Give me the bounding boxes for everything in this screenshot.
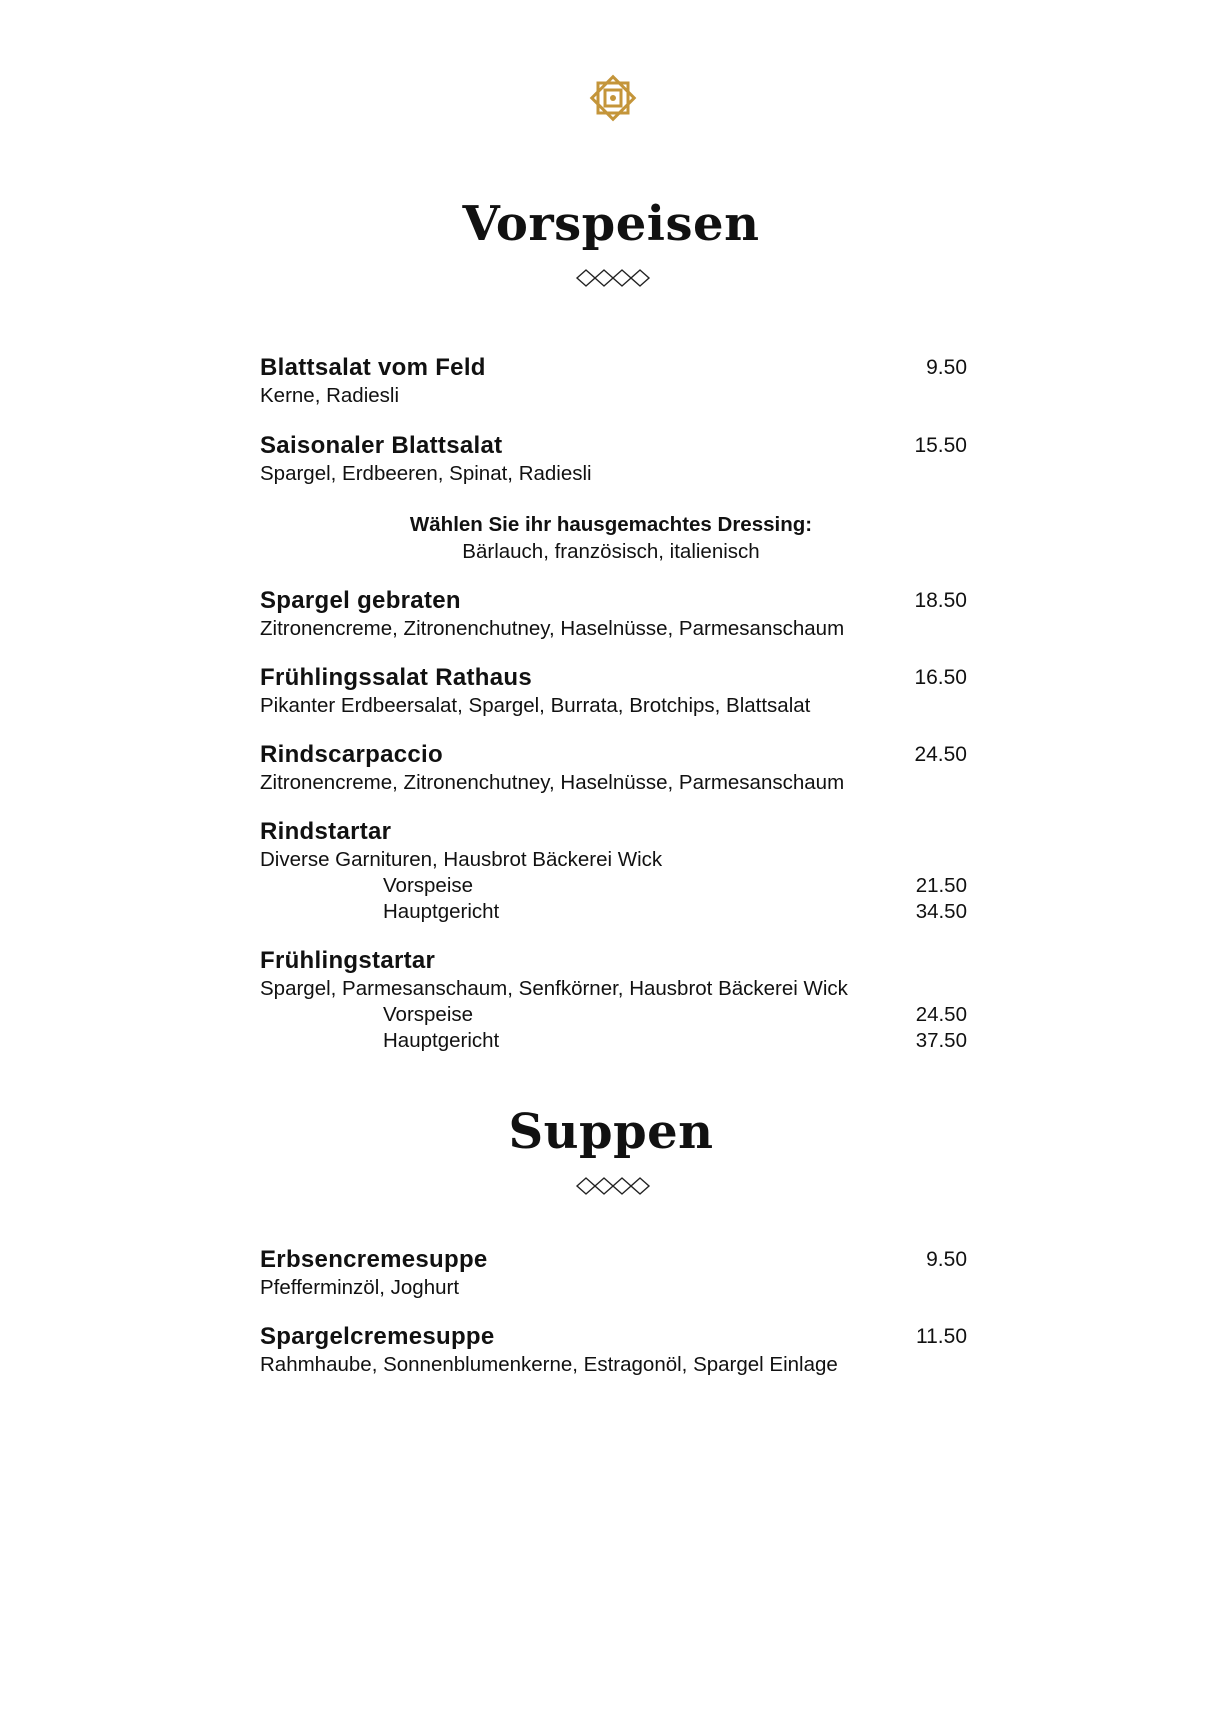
item-option — [260, 873, 967, 899]
item-price: 24.50 — [914, 743, 967, 766]
item-name: Rindscarpaccio — [260, 741, 443, 768]
menu-item — [260, 663, 967, 719]
item-description: Diverse Garnituren, Hausbrot Bäckerei Wick — [260, 848, 663, 871]
option-label: Hauptgericht — [383, 900, 500, 923]
option-price: 24.50 — [915, 1003, 967, 1026]
item-name: Erbsencremesuppe — [260, 1246, 488, 1273]
item-description: Zitronencreme, Zitronenchutney, Haselnüsse, Parmesanschaum — [260, 771, 845, 794]
item-option — [260, 1002, 967, 1028]
section-title-suppen: Suppen — [508, 1104, 714, 1160]
item-description: Zitronencreme, Zitronenchutney, Haselnüsse, Parmesanschaum — [260, 617, 845, 640]
item-option — [260, 1028, 967, 1054]
item-description: Spargel, Erdbeeren, Spinat, Radiesli — [260, 462, 592, 485]
item-price: 11.50 — [916, 1325, 967, 1348]
item-description: Kerne, Radiesli — [260, 384, 400, 407]
menu-item — [260, 1322, 967, 1378]
diamond-divider-icon — [575, 268, 651, 288]
option-price: 21.50 — [915, 874, 967, 897]
item-name: Spargelcremesuppe — [260, 1323, 495, 1350]
menu-item — [260, 586, 967, 642]
option-label: Vorspeise — [383, 1003, 474, 1026]
item-name: Saisonaler Blattsalat — [260, 432, 503, 459]
item-name: Spargel gebraten — [260, 587, 461, 614]
item-name: Frühlingstartar — [260, 947, 436, 974]
menu-item — [260, 431, 967, 487]
dressing-note-text: Bärlauch, französisch, italienisch — [462, 540, 760, 563]
dressing-note-title: Wählen Sie ihr hausgemachtes Dressing: — [409, 513, 813, 536]
menu-item — [260, 817, 967, 925]
item-price: 16.50 — [914, 666, 967, 689]
menu-item — [260, 740, 967, 796]
item-description: Pfefferminzöl, Joghurt — [260, 1276, 460, 1299]
option-price: 34.50 — [915, 900, 967, 923]
item-name: Frühlingssalat Rathaus — [260, 664, 532, 691]
option-label: Vorspeise — [383, 874, 474, 897]
section-title-vorspeisen: Vorspeisen — [462, 196, 760, 252]
item-description: Pikanter Erdbeersalat, Spargel, Burrata, Brotchips, Blattsalat — [260, 694, 811, 717]
item-name: Rindstartar — [260, 818, 392, 845]
menu-item — [260, 353, 967, 409]
item-price: 18.50 — [914, 589, 967, 612]
ornament-star-icon — [583, 68, 643, 128]
item-price: 9.50 — [926, 1248, 967, 1271]
menu-item — [260, 946, 967, 1054]
item-description: Rahmhaube, Sonnenblumenkerne, Estragonöl, Spargel Einlage — [260, 1353, 838, 1376]
diamond-divider-icon — [575, 1176, 651, 1196]
item-option — [260, 899, 967, 925]
item-price: 9.50 — [926, 356, 967, 379]
option-price: 37.50 — [915, 1029, 967, 1052]
item-description: Spargel, Parmesanschaum, Senfkörner, Hausbrot Bäckerei Wick — [260, 977, 848, 1000]
item-name: Blattsalat vom Feld — [260, 354, 486, 381]
menu-item — [260, 1245, 967, 1301]
option-label: Hauptgericht — [383, 1029, 500, 1052]
item-price: 15.50 — [914, 434, 967, 457]
